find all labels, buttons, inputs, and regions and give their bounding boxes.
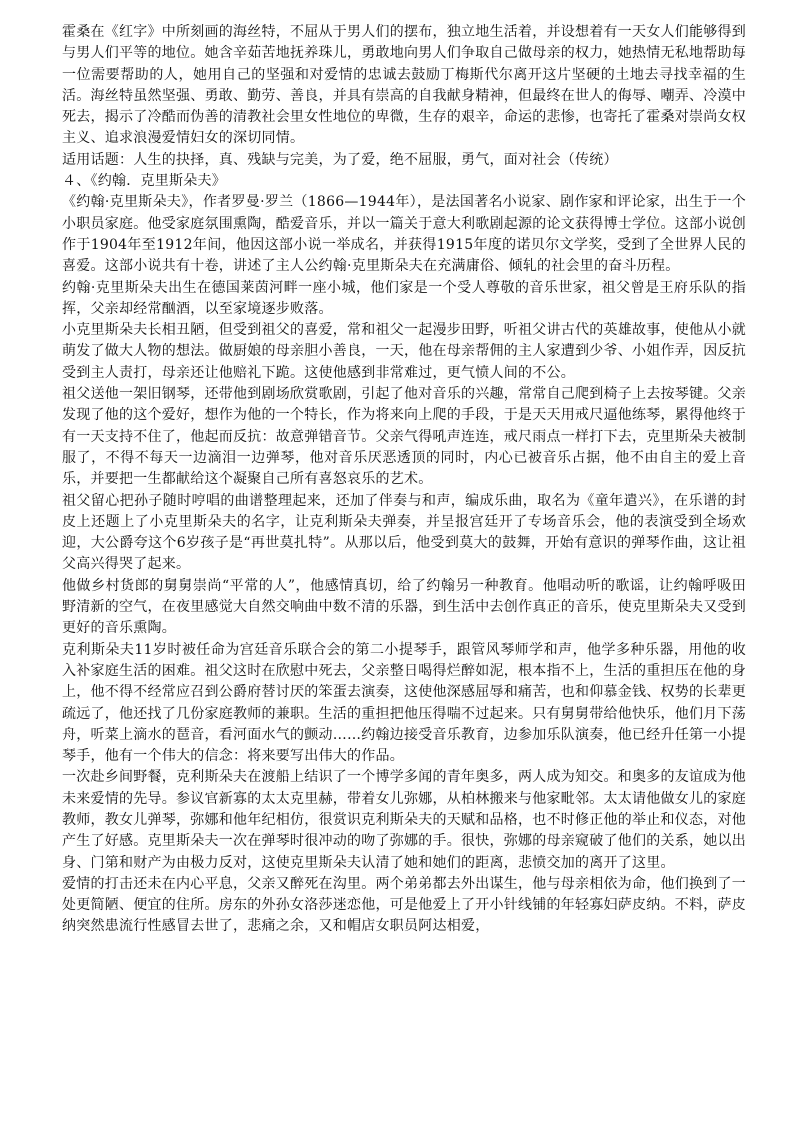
paragraph-hawthorne-scarlet-letter: 霍桑在《红字》中所刻画的海丝特，不屈从于男人们的摆布，独立地生活着，并设想着有一天女人们能够得到与男人们平等的地位。她含辛茹苦地抚养珠儿，勇敢地向男人们争取自己做母亲的权力，她热情无私地帮助每一位需要帮助的人，她用自己的坚强和对爱情的忠诚去鼓励丁梅斯代尔离开这片坚硬的土地去寻找幸福的生活。海丝特虽然坚强、勇敢、勤劳、善良，并具有崇高的自我献身精神，但最终在世人的侮辱、嘲弄、冷漠中死去，揭示了冷酷而伪善的清教社会里女性地位的卑微，生存的艰辛，命运的悲惨，也寄托了霍桑对崇尚女权主义、追求浪漫爱情妇女的深切同情。	[62, 24, 746, 147]
paragraph-otto-minna: 一次赴乡间野餐，克利斯朵夫在渡船上结识了一个博学多闻的青年奥多，两人成为知交。和奥多的友谊成为他未来爱情的先导。参议官新寡的太太克里赫，带着女儿弥娜，从柏林搬来与他家毗邻。太太请他做女儿的家庭教师，教女儿弹琴，弥娜和他年纪相仿，很赏识克利斯朵夫的天赋和品格，也不时修正他的举止和仪态，对他产生了好感。克里斯朵夫一次在弹琴时很冲动的吻了弥娜的手。很快，弥娜的母亲窥破了他们的关系，她以出身、门第和财产为由极力反对，这使克里斯朵夫认清了她和她们的距离，悲愤交加的离开了这里。	[62, 769, 746, 871]
paragraph-piano: 祖父送他一架旧钢琴，还带他到剧场欣赏歌剧，引起了他对音乐的兴趣，常常自己爬到椅子上去按琴键。父亲发现了他的这个爱好，想作为他的一个特长，作为将来向上爬的手段，于是天天用戒尺逼他练琴，累得他终于有一天支持不住了，他起而反抗：故意弹错音节。父亲气得吼声连连，戒尺雨点一样打下去，克里斯朵夫被制服了，不得不每天一边滴泪一边弹琴，他对音乐厌恶透顶的同时，内心已被音乐占据，他不由自主的爱上音乐，并要把一生都献给这个凝聚自己所有喜怒哀乐的艺术。	[62, 386, 746, 488]
document-page	[62, 22, 746, 938]
paragraph-author-intro: 《约翰·克里斯朵夫》，作者罗曼·罗兰（1866—1944年），是法国著名小说家、剧作家和评论家，出生于一个小职员家庭。他受家庭氛围熏陶，酷爱音乐，并以一篇关于意大利歌剧起源的论文获得博士学位。这部小说创作于1904年至1912年间，他因这部小说一举成名，并获得1915年度的诺贝尔文学奖，受到了全世界人民的喜爱。这部小说共有十卷，讲述了主人公约翰·克里斯朵夫在充满庸俗、倾轧的社会里的奋斗历程。	[62, 194, 746, 275]
paragraph-uncle: 他做乡村货郎的舅舅崇尚“平常的人”，他感情真切，给了约翰另一种教育。他唱动听的歌谣，让约翰呼吸田野清新的空气，在夜里感觉大自然交响曲中数不清的乐器，到生活中去创作真正的音乐，使克里斯朵夫又受到更好的音乐熏陶。	[62, 577, 746, 637]
paragraph-childhood: 小克里斯朵夫长相丑陋，但受到祖父的喜爱，常和祖父一起漫步田野，听祖父讲古代的英雄故事，使他从小就萌发了做大人物的想法。做厨娘的母亲胆小善良，一天，他在母亲帮佣的主人家遭到少爷、小姐作弄，因反抗受到主人责打，母亲还让他赔礼下跪。这使他感到非常难过，更气愤人间的不公。	[62, 322, 746, 381]
section-heading-jean-christophe: ４、《约翰．克里斯朵夫》	[62, 173, 226, 190]
paragraph-first-concert: 祖父留心把孙子随时哼唱的曲谱整理起来，还加了伴奏与和声，编成乐曲，取名为《童年遣兴》，在乐谱的封皮上还题上了小克里斯朵夫的名字，让克利斯朵夫弹奏，并呈报宫廷开了专场音乐会，他的表演受到全场欢迎，大公爵夸这个6岁孩子是“再世莫扎特”。从那以后，他受到莫大的鼓舞，开始有意识的弹琴作曲，这让祖父高兴得哭了起来。	[62, 492, 746, 573]
paragraph-love-setback: 爱情的打击还未在内心平息，父亲又醉死在沟里。两个弟弟都去外出谋生，他与母亲相依为命，他们换到了一处更简陋、便宜的住所。房东的外孙女洛莎迷恋他，可是他爱上了开小针线铺的年轻寡妇萨皮纳。不料，萨皮纳突然患流行性感冒去世了，悲痛之余，又和帽店女职员阿达相爱，	[62, 875, 746, 935]
paragraph-applicable-topics: 适用话题：人生的抉择，真、残缺与完美，为了爱，绝不屈服，勇气，面对社会（传统）	[62, 151, 618, 168]
paragraph-birth-family: 约翰·克里斯朵夫出生在德国莱茵河畔一座小城，他们家是一个受人尊敬的音乐世家，祖父曾是王府乐队的指挥，父亲却经常酗酒，以至家境逐步败落。	[62, 279, 746, 317]
paragraph-court-violinist: 克利斯朵夫11岁时被任命为宫廷音乐联合会的第二小提琴手，跟管风琴师学和声，他学多种乐器，用他的收入补家庭生活的困难。祖父这时在欣慰中死去，父亲整日喝得烂醉如泥，根本指不上，生活的重担压在他的身上，他不得不经常应召到公爵府替讨厌的笨蛋去演奏，这使他深感屈辱和痛苦，也和仰慕金钱、权势的长辈更疏远了，他还找了几份家庭教师的兼职。生活的重担把他压得喘不过起来。只有舅舅带给他快乐，他们月下荡舟，听菜上滴水的琶音，看河面水气的颤动……约翰边接受音乐教育，边参加乐队演奏，他已经升任第一小提琴手，他有一个伟大的信念：将来要写出伟大的作品。	[62, 641, 746, 765]
